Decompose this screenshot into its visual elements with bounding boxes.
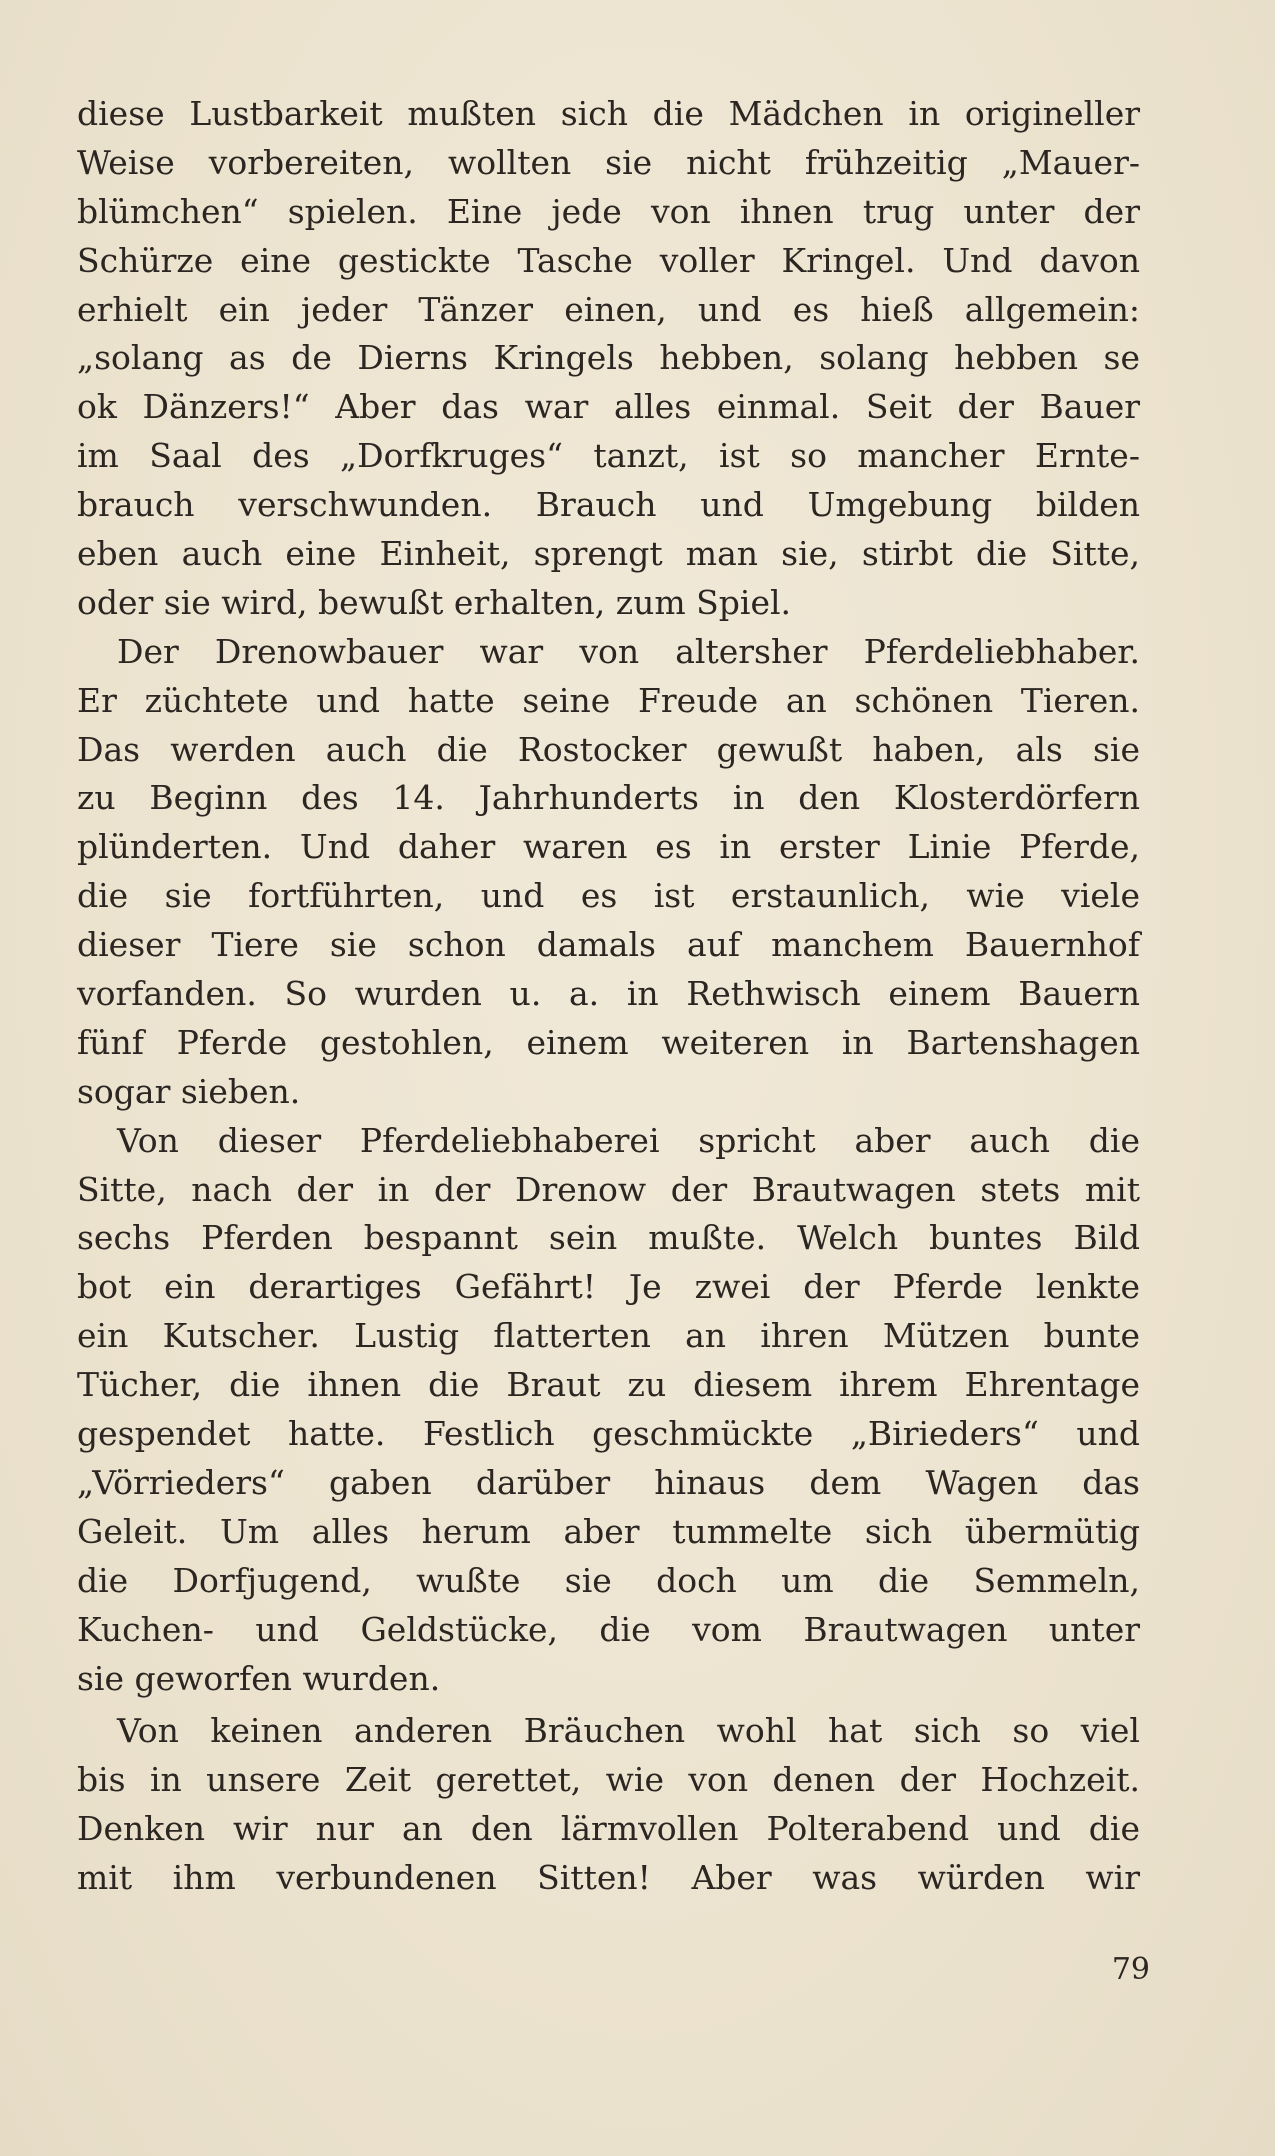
paragraph xyxy=(77,628,1140,1117)
text-line: ein Kutscher. Lustig flatterten an ihren Mützen bunte xyxy=(77,1316,1140,1356)
text-line: mit ihm verbundenen Sitten! Aber was würden wir xyxy=(77,1858,1140,1898)
text-line: sie geworfen wurden. xyxy=(77,1658,441,1698)
paragraph xyxy=(77,1117,1140,1704)
text-line: dieser Tiere sie schon damals auf manchem Bauernhof xyxy=(77,925,1140,965)
text-line: oder sie wird, bewußt erhalten, zum Spiel. xyxy=(77,582,792,622)
text-line: Schürze eine gestickte Tasche voller Kringel. Und davon xyxy=(77,240,1140,280)
text-line: die Dorfjugend, wußte sie doch um die Semmeln, xyxy=(77,1560,1140,1600)
paragraph xyxy=(77,90,1140,628)
text-line: im Saal des „Dorfkruges“ tanzt, ist so mancher Ernte- xyxy=(77,436,1140,476)
paragraph xyxy=(77,1707,1140,1903)
text-line: brauch verschwunden. Brauch und Umgebung bilden xyxy=(77,485,1140,525)
text-line: Sitte, nach der in der Drenow der Brautwagen stets mit xyxy=(77,1169,1140,1209)
text-line: plünderten. Und daher waren es in erster Linie Pferde, xyxy=(77,827,1140,867)
text-line: Der Drenowbauer war von altersher Pferdeliebhaber. xyxy=(117,631,1140,671)
text-line: Von dieser Pferdeliebhaberei spricht aber auch die xyxy=(117,1120,1140,1160)
text-line: erhielt ein jeder Tänzer einen, und es hieß allgemein: xyxy=(77,289,1140,329)
text-line: ok Dänzers!“ Aber das war alles einmal. Seit der Bauer xyxy=(77,387,1140,427)
text-line: Kuchen- und Geldstücke, die vom Brautwagen unter xyxy=(77,1609,1140,1649)
text-line: diese Lustbarkeit mußten sich die Mädchen in origineller xyxy=(77,94,1140,133)
text-line: sechs Pferden bespannt sein mußte. Welch buntes Bild xyxy=(77,1218,1140,1258)
text-line: Von keinen anderen Bräuchen wohl hat sich so viel xyxy=(117,1711,1140,1751)
text-line: Das werden auch die Rostocker gewußt haben, als sie xyxy=(77,729,1140,769)
text-line: Denken wir nur an den lärmvollen Polterabend und die xyxy=(77,1809,1140,1849)
text-line: fünf Pferde gestohlen, einem weiteren in Bartenshagen xyxy=(77,1022,1140,1062)
text-line: zu Beginn des 14. Jahrhunderts in den Klosterdörfern xyxy=(77,778,1140,818)
text-line: eben auch eine Einheit, sprengt man sie, stirbt die Sitte, xyxy=(77,534,1140,574)
text-line: „solang as de Dierns Kringels hebben, solang hebben se xyxy=(77,338,1140,378)
page-number: 79 xyxy=(1111,1952,1150,1987)
text-line: Er züchtete und hatte seine Freude an schönen Tieren. xyxy=(77,680,1140,720)
text-line: gespendet hatte. Festlich geschmückte „Birieders“ und xyxy=(77,1414,1140,1454)
text-line: bis in unsere Zeit gerettet, wie von denen der Hochzeit. xyxy=(77,1760,1140,1800)
text-line: bot ein derartiges Gefährt! Je zwei der Pferde lenkte xyxy=(77,1267,1140,1307)
text-line: Weise vorbereiten, wollten sie nicht frühzeitig „Mauer- xyxy=(77,142,1140,182)
text-line: die sie fortführten, und es ist erstaunlich, wie viele xyxy=(77,876,1140,916)
text-line: Tücher, die ihnen die Braut zu diesem ihrem Ehrentage xyxy=(77,1365,1140,1405)
text-line: sogar sieben. xyxy=(77,1071,301,1111)
body-text xyxy=(77,90,1140,1903)
text-line: „Vörrieders“ gaben darüber hinaus dem Wagen das xyxy=(77,1462,1140,1502)
text-line: blümchen“ spielen. Eine jede von ihnen trug unter der xyxy=(77,191,1140,231)
text-line: vorfanden. So wurden u. a. in Rethwisch einem Bauern xyxy=(77,974,1140,1014)
text-line: Geleit. Um alles herum aber tummelte sich übermütig xyxy=(77,1511,1140,1551)
